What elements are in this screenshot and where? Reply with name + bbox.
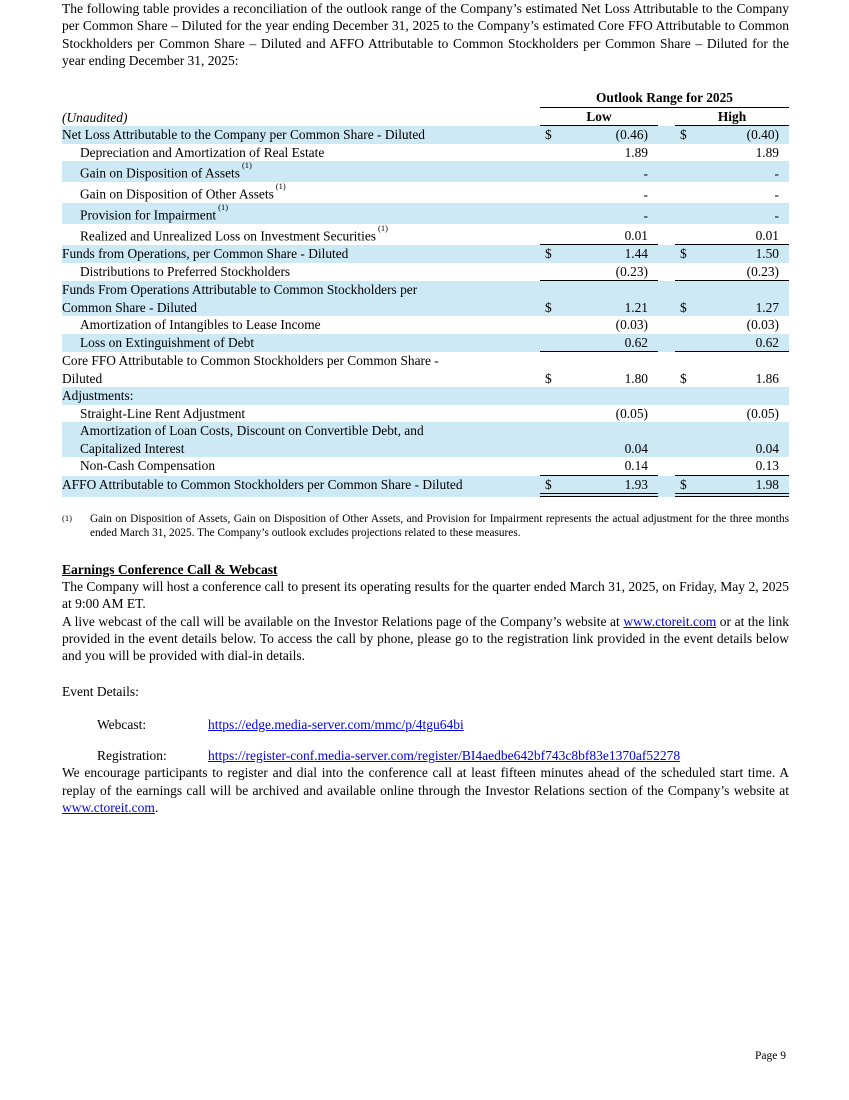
column-gap: [658, 334, 675, 353]
value-high: 0.62: [755, 334, 779, 350]
value-low: 0.04: [624, 440, 648, 456]
row-value-high: [675, 316, 789, 334]
registration-row: [62, 747, 789, 764]
dollar-sign: $: [545, 370, 552, 386]
closing-paragraph-pre: We encourage participants to register and dial into the conference call at least fifteen minutes ahead of the scheduled start time. A replay of the earnings call will be archived and available online through the Investor Relations section of the Company’s website at: [62, 765, 789, 798]
row-value-low: [540, 126, 658, 144]
row-label: Realized and Unrealized Loss on Investment Securities$^{(1)}$: [80, 223, 388, 244]
value-low: -: [643, 186, 648, 202]
row-label: Depreciation and Amortization of Real Estate: [80, 144, 325, 160]
table-title-spacer: [62, 89, 540, 108]
row-label: Adjustments:: [62, 388, 134, 404]
row-value-high: [675, 476, 789, 498]
table-row: [62, 352, 789, 387]
value-high: 1.98: [755, 476, 779, 492]
value-high: -: [774, 186, 779, 202]
row-value-high: [675, 245, 789, 263]
column-gap: [658, 126, 675, 144]
value-high: -: [774, 207, 779, 223]
table-row: [62, 245, 789, 263]
value-low: -: [643, 165, 648, 181]
column-gap: [658, 457, 675, 476]
row-value-high: [675, 182, 789, 203]
table-row: [62, 126, 789, 144]
page-content: [62, 0, 789, 816]
value-high: -: [774, 165, 779, 181]
column-gap: [658, 387, 675, 405]
row-value-high: [675, 144, 789, 162]
table-row: [62, 161, 789, 182]
value-low: 1.89: [624, 144, 648, 160]
row-value-low: [540, 457, 658, 476]
column-header-low: Low: [540, 108, 658, 127]
row-value-low: [540, 182, 658, 203]
column-gap: [658, 245, 675, 263]
conference-call-paragraph: The Company will host a conference call to present its operating results for the quarter ended March 31, 2025, on Friday, May 2, 2025 at 9:00 AM ET.: [62, 579, 789, 612]
webcast-paragraph: [62, 613, 789, 665]
row-value-low: [540, 281, 658, 316]
table-body: [62, 126, 789, 497]
row-label: Non-Cash Compensation: [80, 458, 216, 474]
value-low: 1.21: [624, 299, 648, 315]
row-value-low: [540, 144, 658, 162]
row-value-low: [540, 203, 658, 224]
column-header-high: High: [675, 108, 789, 127]
row-value-low: [540, 245, 658, 263]
value-low: 0.14: [624, 458, 648, 474]
footnote-text: Gain on Disposition of Assets, Gain on Disposition of Other Assets, and Provision for Impairment represents the actual adjustment for the three months ended March 31, 2025. The Company’s outlook excludes projections related to these measures.: [90, 513, 789, 540]
value-high: 1.89: [755, 144, 779, 160]
value-low: -: [643, 207, 648, 223]
column-gap: [658, 281, 675, 316]
table-row: [62, 387, 789, 405]
column-gap: [658, 182, 675, 203]
row-label: Straight-Line Rent Adjustment: [80, 405, 246, 421]
column-gap: [658, 108, 675, 127]
webcast-label: Webcast:: [97, 716, 147, 732]
event-details-label: Event Details:: [62, 683, 139, 699]
table-row: [62, 334, 789, 353]
table-row: [62, 263, 789, 282]
value-low: 0.62: [624, 334, 648, 350]
value-high: (0.40): [746, 127, 779, 143]
dollar-sign: $: [545, 246, 552, 262]
value-low: (0.46): [615, 127, 648, 143]
website-link[interactable]: www.ctoreit.com: [623, 613, 717, 629]
value-low: 1.80: [624, 370, 648, 386]
row-value-high: [675, 126, 789, 144]
row-value-high: [675, 281, 789, 316]
closing-paragraph-post: .: [154, 800, 159, 816]
table-row: [62, 316, 789, 334]
webcast-paragraph-pre: A live webcast of the call will be available on the Investor Relations page of the Company’s website at: [62, 613, 624, 629]
row-label: Core FFO Attributable to Common Stockholders per Common Share - Diluted: [62, 353, 439, 386]
row-value-high: [675, 422, 789, 457]
registration-link[interactable]: https://register-conf.media-server.com/register/BI4aedbe642bf743c8bf83e1370af52278: [208, 748, 681, 764]
dollar-sign: $: [680, 299, 687, 315]
value-high: 1.50: [755, 246, 779, 262]
table-row: [62, 144, 789, 162]
row-value-high: [675, 352, 789, 387]
table-column-headers: [62, 108, 789, 127]
dollar-sign: $: [680, 476, 687, 492]
footnote: [62, 512, 789, 540]
webcast-paragraph-post: or at the link provided in the event details below. To access the call by phone, please go to the registration link provided in the event details below and you will be provided with dial-in details.: [62, 613, 790, 664]
dollar-sign: $: [545, 127, 552, 143]
row-value-low: [540, 161, 658, 182]
row-label: Net Loss Attributable to the Company per Common Share - Diluted: [62, 127, 425, 143]
row-label: Amortization of Loan Costs, Discount on Convertible Debt, and Capitalized Interest: [80, 423, 424, 456]
unaudited-label: (Unaudited): [62, 109, 128, 125]
value-low: (0.05): [615, 405, 648, 421]
closing-paragraph: [62, 764, 789, 816]
value-high: (0.03): [746, 317, 779, 333]
column-gap: [658, 422, 675, 457]
row-value-low: [540, 352, 658, 387]
value-low: 0.01: [624, 227, 648, 243]
table-row: [62, 182, 789, 203]
value-high: 0.01: [755, 227, 779, 243]
table-title: Outlook Range for 2025: [540, 89, 789, 108]
row-label: Gain on Disposition of Other Assets$^{(1)}$: [80, 181, 286, 202]
row-label: Loss on Extinguishment of Debt: [80, 334, 255, 350]
row-value-high: [675, 263, 789, 282]
row-value-high: [675, 224, 789, 245]
registration-label: Registration:: [97, 748, 167, 764]
row-value-high: [675, 457, 789, 476]
row-value-high: [675, 203, 789, 224]
dollar-sign: $: [680, 246, 687, 262]
column-gap: [658, 405, 675, 423]
footnote-marker: (1): [62, 513, 72, 524]
value-low: (0.03): [615, 317, 648, 333]
value-low: 1.93: [624, 476, 648, 492]
value-high: 0.04: [755, 440, 779, 456]
row-value-low: [540, 422, 658, 457]
row-label: Provision for Impairment$^{(1)}$: [80, 202, 229, 223]
row-value-high: [675, 387, 789, 405]
table-title-row: [62, 89, 789, 108]
table-row: [62, 203, 789, 224]
row-value-low: [540, 263, 658, 282]
webcast-link[interactable]: https://edge.media-server.com/mmc/p/4tgu64bi: [208, 716, 464, 732]
row-value-high: [675, 161, 789, 182]
row-label: Funds from Operations, per Common Share - Diluted: [62, 246, 349, 262]
value-high: (0.23): [746, 263, 779, 279]
column-gap: [658, 224, 675, 245]
row-value-low: [540, 334, 658, 353]
value-low: (0.23): [615, 263, 648, 279]
dollar-sign: $: [545, 299, 552, 315]
table-row: [62, 457, 789, 476]
dollar-sign: $: [680, 127, 687, 143]
webcast-row: [62, 716, 789, 733]
table-row: [62, 422, 789, 457]
column-gap: [658, 144, 675, 162]
table-row: [62, 224, 789, 245]
row-label: Amortization of Intangibles to Lease Income: [80, 317, 321, 333]
row-value-low: [540, 405, 658, 423]
row-label: Gain on Disposition of Assets$^{(1)}$: [80, 160, 252, 181]
value-high: 1.27: [755, 299, 779, 315]
value-high: 1.86: [755, 370, 779, 386]
column-gap: [658, 352, 675, 387]
value-high: (0.05): [746, 405, 779, 421]
row-value-low: [540, 387, 658, 405]
value-low: 1.44: [624, 246, 648, 262]
row-label: Funds From Operations Attributable to Common Stockholders per Common Share - Diluted: [62, 282, 418, 315]
reconciliation-table: [62, 89, 789, 497]
row-value-low: [540, 224, 658, 245]
intro-paragraph: The following table provides a reconciliation of the outlook range of the Company’s estimated Net Loss Attributable to the Company per Common Share – Diluted for the year ending December 31, 2025 to the Company’s estimated Core FFO Attributable to Common Stockholders per Common Share – Diluted and AFFO Attributable to Common Stockholders per Common Share – Diluted for the year ending December 31, 2025:: [62, 1, 789, 68]
column-gap: [658, 203, 675, 224]
section-heading: Earnings Conference Call & Webcast: [62, 562, 278, 578]
row-label: Distributions to Preferred Stockholders: [80, 263, 291, 279]
dollar-sign: $: [680, 370, 687, 386]
column-gap: [658, 316, 675, 334]
table-row: [62, 476, 789, 498]
row-label: AFFO Attributable to Common Stockholders per Common Share - Diluted: [62, 476, 463, 492]
row-value-high: [675, 334, 789, 353]
page-number: Page 9: [755, 1050, 786, 1062]
row-value-low: [540, 316, 658, 334]
column-gap: [658, 161, 675, 182]
column-gap: [658, 476, 675, 498]
row-value-high: [675, 405, 789, 423]
row-value-low: [540, 476, 658, 498]
table-row: [62, 281, 789, 316]
value-high: 0.13: [755, 458, 779, 474]
table-row: [62, 405, 789, 423]
dollar-sign: $: [545, 476, 552, 492]
website-link-2[interactable]: www.ctoreit.com: [62, 800, 155, 816]
column-gap: [658, 263, 675, 282]
